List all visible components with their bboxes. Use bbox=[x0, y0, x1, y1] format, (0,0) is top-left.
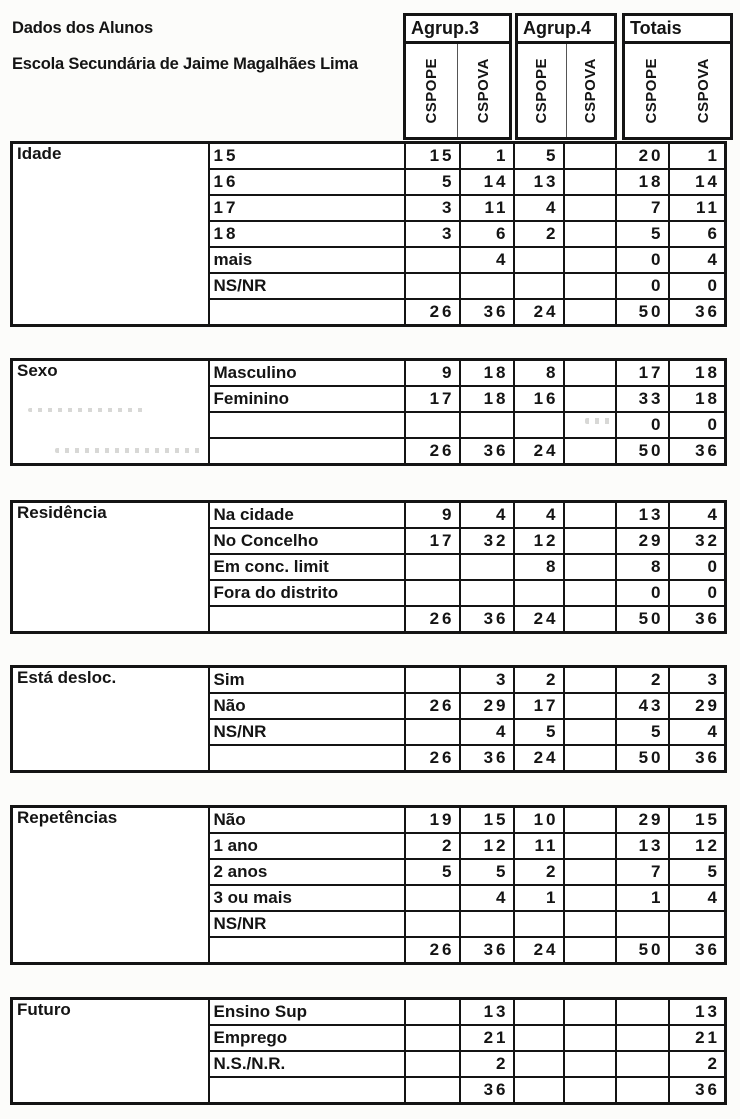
row-label: Fora do distrito bbox=[209, 580, 405, 606]
value-cell: 5 bbox=[669, 859, 726, 885]
row-label: Sim bbox=[209, 667, 405, 694]
value-cell: 4 bbox=[460, 719, 514, 745]
value-cell: 26 bbox=[405, 299, 460, 326]
value-cell bbox=[514, 247, 564, 273]
value-cell: 13 bbox=[616, 502, 669, 529]
value-cell bbox=[564, 221, 616, 247]
row-label bbox=[209, 299, 405, 326]
block-esta-desloc bbox=[10, 665, 727, 773]
value-cell bbox=[564, 386, 616, 412]
document-titles bbox=[12, 18, 369, 74]
value-cell bbox=[460, 554, 514, 580]
value-cell: 3 bbox=[405, 195, 460, 221]
value-cell bbox=[564, 606, 616, 633]
row-label: No Concelho bbox=[209, 528, 405, 554]
row-label: N.S./N.R. bbox=[209, 1051, 405, 1077]
row-label: NS/NR bbox=[209, 911, 405, 937]
value-cell bbox=[405, 247, 460, 273]
value-cell: 26 bbox=[405, 606, 460, 633]
row-label bbox=[209, 606, 405, 633]
category-label: Futuro bbox=[12, 999, 209, 1104]
table-row bbox=[12, 807, 726, 834]
value-cell: 0 bbox=[669, 580, 726, 606]
value-cell: 5 bbox=[460, 859, 514, 885]
table-row bbox=[12, 143, 726, 170]
value-cell bbox=[460, 273, 514, 299]
value-cell bbox=[616, 1051, 669, 1077]
value-cell bbox=[514, 1051, 564, 1077]
value-cell: 2 bbox=[616, 667, 669, 694]
value-cell bbox=[564, 360, 616, 387]
value-cell: 36 bbox=[669, 299, 726, 326]
value-cell bbox=[405, 580, 460, 606]
value-cell bbox=[669, 911, 726, 937]
row-label bbox=[209, 412, 405, 438]
value-cell: 18 bbox=[616, 169, 669, 195]
row-label: 1 ano bbox=[209, 833, 405, 859]
category-label: Sexo bbox=[12, 360, 209, 465]
document-title: Dados dos Alunos bbox=[12, 18, 154, 37]
table-row bbox=[12, 667, 726, 694]
value-cell: 24 bbox=[514, 745, 564, 772]
value-cell: 0 bbox=[616, 273, 669, 299]
value-cell: 15 bbox=[460, 807, 514, 834]
value-cell bbox=[460, 580, 514, 606]
column-header-cspope: CSPOPE bbox=[423, 57, 440, 124]
value-cell: 50 bbox=[616, 438, 669, 465]
value-cell bbox=[616, 1025, 669, 1051]
value-cell: 17 bbox=[514, 693, 564, 719]
value-cell: 21 bbox=[669, 1025, 726, 1051]
value-cell bbox=[564, 169, 616, 195]
value-cell bbox=[564, 807, 616, 834]
value-cell: 1 bbox=[514, 885, 564, 911]
value-cell bbox=[564, 580, 616, 606]
row-label: 2 anos bbox=[209, 859, 405, 885]
value-cell bbox=[514, 412, 564, 438]
value-cell: 36 bbox=[669, 937, 726, 964]
document-subtitle: Escola Secundária de Jaime Magalhães Lima bbox=[12, 54, 358, 73]
value-cell bbox=[564, 693, 616, 719]
value-cell: 36 bbox=[669, 438, 726, 465]
row-label: Em conc. limit bbox=[209, 554, 405, 580]
value-cell: 16 bbox=[514, 386, 564, 412]
value-cell bbox=[564, 195, 616, 221]
value-cell: 0 bbox=[616, 247, 669, 273]
value-cell: 12 bbox=[514, 528, 564, 554]
value-cell bbox=[564, 1051, 616, 1077]
value-cell: 13 bbox=[460, 999, 514, 1026]
value-cell bbox=[405, 885, 460, 911]
group-header-totais bbox=[622, 13, 733, 140]
value-cell: 3 bbox=[460, 667, 514, 694]
value-cell: 6 bbox=[669, 221, 726, 247]
row-label: Ensino Sup bbox=[209, 999, 405, 1026]
column-header-cspova: CSPOVA bbox=[695, 57, 713, 124]
value-cell: 4 bbox=[514, 195, 564, 221]
row-label: Masculino bbox=[209, 360, 405, 387]
block-sexo bbox=[10, 358, 727, 466]
row-label bbox=[209, 937, 405, 964]
value-cell: 33 bbox=[616, 386, 669, 412]
value-cell: 36 bbox=[460, 1077, 514, 1104]
value-cell: 29 bbox=[460, 693, 514, 719]
value-cell bbox=[564, 1077, 616, 1104]
value-cell: 36 bbox=[669, 745, 726, 772]
value-cell bbox=[405, 554, 460, 580]
value-cell bbox=[564, 502, 616, 529]
row-label bbox=[209, 745, 405, 772]
value-cell: 2 bbox=[405, 833, 460, 859]
row-label: Emprego bbox=[209, 1025, 405, 1051]
value-cell: 8 bbox=[616, 554, 669, 580]
value-cell bbox=[514, 911, 564, 937]
value-cell: 0 bbox=[616, 412, 669, 438]
value-cell bbox=[405, 667, 460, 694]
value-cell bbox=[616, 999, 669, 1026]
row-label: 18 bbox=[209, 221, 405, 247]
value-cell bbox=[405, 999, 460, 1026]
value-cell: 20 bbox=[616, 143, 669, 170]
value-cell: 18 bbox=[669, 386, 726, 412]
value-cell: 2 bbox=[514, 221, 564, 247]
row-label bbox=[209, 438, 405, 465]
value-cell: 36 bbox=[669, 1077, 726, 1104]
value-cell: 13 bbox=[616, 833, 669, 859]
value-cell: 3 bbox=[405, 221, 460, 247]
group-header-agrup3 bbox=[403, 13, 512, 140]
table-row bbox=[12, 360, 726, 387]
value-cell bbox=[405, 719, 460, 745]
value-cell bbox=[405, 1051, 460, 1077]
value-cell: 36 bbox=[460, 937, 514, 964]
value-cell: 24 bbox=[514, 438, 564, 465]
row-label: Não bbox=[209, 693, 405, 719]
value-cell: 13 bbox=[514, 169, 564, 195]
value-cell: 19 bbox=[405, 807, 460, 834]
column-header-cspope: CSPOPE bbox=[642, 57, 660, 124]
value-cell: 26 bbox=[405, 438, 460, 465]
group-columns bbox=[406, 44, 509, 137]
value-cell: 9 bbox=[405, 360, 460, 387]
value-cell: 4 bbox=[460, 502, 514, 529]
value-cell: 15 bbox=[669, 807, 726, 834]
value-cell: 4 bbox=[514, 502, 564, 529]
row-label: 17 bbox=[209, 195, 405, 221]
value-cell bbox=[405, 911, 460, 937]
row-label: Na cidade bbox=[209, 502, 405, 529]
value-cell: 4 bbox=[669, 719, 726, 745]
value-cell: 17 bbox=[405, 386, 460, 412]
value-cell: 5 bbox=[514, 143, 564, 170]
value-cell: 5 bbox=[616, 221, 669, 247]
value-cell: 1 bbox=[616, 885, 669, 911]
value-cell bbox=[405, 273, 460, 299]
value-cell: 24 bbox=[514, 299, 564, 326]
value-cell: 5 bbox=[616, 719, 669, 745]
group-header-agrup4 bbox=[515, 13, 617, 140]
value-cell: 4 bbox=[460, 247, 514, 273]
row-label: Feminino bbox=[209, 386, 405, 412]
value-cell bbox=[564, 745, 616, 772]
value-cell: 14 bbox=[460, 169, 514, 195]
value-cell bbox=[616, 1077, 669, 1104]
value-cell: 8 bbox=[514, 360, 564, 387]
value-cell: 26 bbox=[405, 745, 460, 772]
value-cell: 6 bbox=[460, 221, 514, 247]
value-cell: 12 bbox=[460, 833, 514, 859]
value-cell: 7 bbox=[616, 195, 669, 221]
value-cell: 1 bbox=[669, 143, 726, 170]
value-cell: 13 bbox=[669, 999, 726, 1026]
value-cell: 12 bbox=[669, 833, 726, 859]
group-label-agrup3: Agrup.3 bbox=[406, 16, 509, 44]
block-repetencias bbox=[10, 805, 727, 965]
row-label: NS/NR bbox=[209, 719, 405, 745]
value-cell: 3 bbox=[669, 667, 726, 694]
value-cell: 36 bbox=[460, 745, 514, 772]
value-cell bbox=[564, 1025, 616, 1051]
value-cell: 24 bbox=[514, 606, 564, 633]
value-cell: 8 bbox=[514, 554, 564, 580]
value-cell: 14 bbox=[669, 169, 726, 195]
block-futuro bbox=[10, 997, 727, 1105]
value-cell: 2 bbox=[514, 667, 564, 694]
value-cell: 0 bbox=[669, 554, 726, 580]
row-label: Não bbox=[209, 807, 405, 834]
value-cell: 2 bbox=[514, 859, 564, 885]
category-label: Repetências bbox=[12, 807, 209, 964]
value-cell bbox=[564, 554, 616, 580]
value-cell bbox=[405, 412, 460, 438]
category-label: Idade bbox=[12, 143, 209, 326]
value-cell bbox=[514, 273, 564, 299]
value-cell: 29 bbox=[616, 807, 669, 834]
value-cell bbox=[514, 1077, 564, 1104]
value-cell: 24 bbox=[514, 937, 564, 964]
value-cell: 0 bbox=[616, 580, 669, 606]
value-cell: 2 bbox=[460, 1051, 514, 1077]
value-cell: 4 bbox=[669, 885, 726, 911]
table-row bbox=[12, 999, 726, 1026]
value-cell bbox=[405, 1025, 460, 1051]
value-cell: 17 bbox=[405, 528, 460, 554]
value-cell: 5 bbox=[514, 719, 564, 745]
value-cell: 18 bbox=[669, 360, 726, 387]
value-cell: 11 bbox=[460, 195, 514, 221]
value-cell: 17 bbox=[616, 360, 669, 387]
value-cell: 32 bbox=[460, 528, 514, 554]
value-cell: 32 bbox=[669, 528, 726, 554]
value-cell: 4 bbox=[669, 247, 726, 273]
value-cell bbox=[514, 580, 564, 606]
group-columns bbox=[625, 44, 730, 137]
value-cell: 36 bbox=[669, 606, 726, 633]
value-cell: 36 bbox=[460, 606, 514, 633]
value-cell bbox=[564, 273, 616, 299]
value-cell: 36 bbox=[460, 299, 514, 326]
value-cell bbox=[564, 999, 616, 1026]
value-cell: 2 bbox=[669, 1051, 726, 1077]
value-cell: 10 bbox=[514, 807, 564, 834]
value-cell: 50 bbox=[616, 937, 669, 964]
value-cell bbox=[564, 937, 616, 964]
value-cell: 29 bbox=[669, 693, 726, 719]
value-cell: 11 bbox=[514, 833, 564, 859]
row-label: 3 ou mais bbox=[209, 885, 405, 911]
value-cell bbox=[564, 885, 616, 911]
value-cell bbox=[564, 667, 616, 694]
row-label bbox=[209, 1077, 405, 1104]
row-label: 16 bbox=[209, 169, 405, 195]
value-cell: 50 bbox=[616, 745, 669, 772]
value-cell: 7 bbox=[616, 859, 669, 885]
value-cell: 1 bbox=[460, 143, 514, 170]
column-header-cspova: CSPOVA bbox=[475, 57, 492, 124]
value-cell bbox=[564, 438, 616, 465]
value-cell: 26 bbox=[405, 937, 460, 964]
value-cell bbox=[460, 911, 514, 937]
value-cell bbox=[564, 412, 616, 438]
row-label: mais bbox=[209, 247, 405, 273]
value-cell bbox=[564, 833, 616, 859]
value-cell bbox=[564, 143, 616, 170]
group-columns bbox=[518, 44, 614, 137]
category-label: Está desloc. bbox=[12, 667, 209, 772]
value-cell: 15 bbox=[405, 143, 460, 170]
value-cell bbox=[460, 412, 514, 438]
value-cell: 29 bbox=[616, 528, 669, 554]
value-cell bbox=[564, 528, 616, 554]
value-cell bbox=[405, 1077, 460, 1104]
value-cell bbox=[514, 999, 564, 1026]
value-cell bbox=[564, 299, 616, 326]
value-cell: 36 bbox=[460, 438, 514, 465]
value-cell: 9 bbox=[405, 502, 460, 529]
value-cell bbox=[564, 719, 616, 745]
column-header-cspope: CSPOPE bbox=[533, 57, 551, 124]
block-idade bbox=[10, 141, 727, 327]
value-cell: 0 bbox=[669, 273, 726, 299]
table-row bbox=[12, 502, 726, 529]
value-cell: 11 bbox=[669, 195, 726, 221]
block-residencia bbox=[10, 500, 727, 634]
value-cell: 26 bbox=[405, 693, 460, 719]
group-label-agrup4: Agrup.4 bbox=[518, 16, 614, 44]
value-cell: 0 bbox=[669, 412, 726, 438]
value-cell: 4 bbox=[669, 502, 726, 529]
group-label-totais: Totais bbox=[625, 16, 730, 44]
value-cell: 4 bbox=[460, 885, 514, 911]
value-cell: 21 bbox=[460, 1025, 514, 1051]
value-cell bbox=[564, 247, 616, 273]
value-cell: 18 bbox=[460, 386, 514, 412]
value-cell bbox=[564, 859, 616, 885]
row-label: NS/NR bbox=[209, 273, 405, 299]
column-header-cspova: CSPOVA bbox=[581, 57, 599, 124]
value-cell bbox=[564, 911, 616, 937]
value-cell bbox=[514, 1025, 564, 1051]
value-cell: 50 bbox=[616, 299, 669, 326]
value-cell: 43 bbox=[616, 693, 669, 719]
category-label: Residência bbox=[12, 502, 209, 633]
value-cell: 50 bbox=[616, 606, 669, 633]
value-cell bbox=[616, 911, 669, 937]
row-label: 15 bbox=[209, 143, 405, 170]
value-cell: 5 bbox=[405, 859, 460, 885]
value-cell: 5 bbox=[405, 169, 460, 195]
value-cell: 18 bbox=[460, 360, 514, 387]
